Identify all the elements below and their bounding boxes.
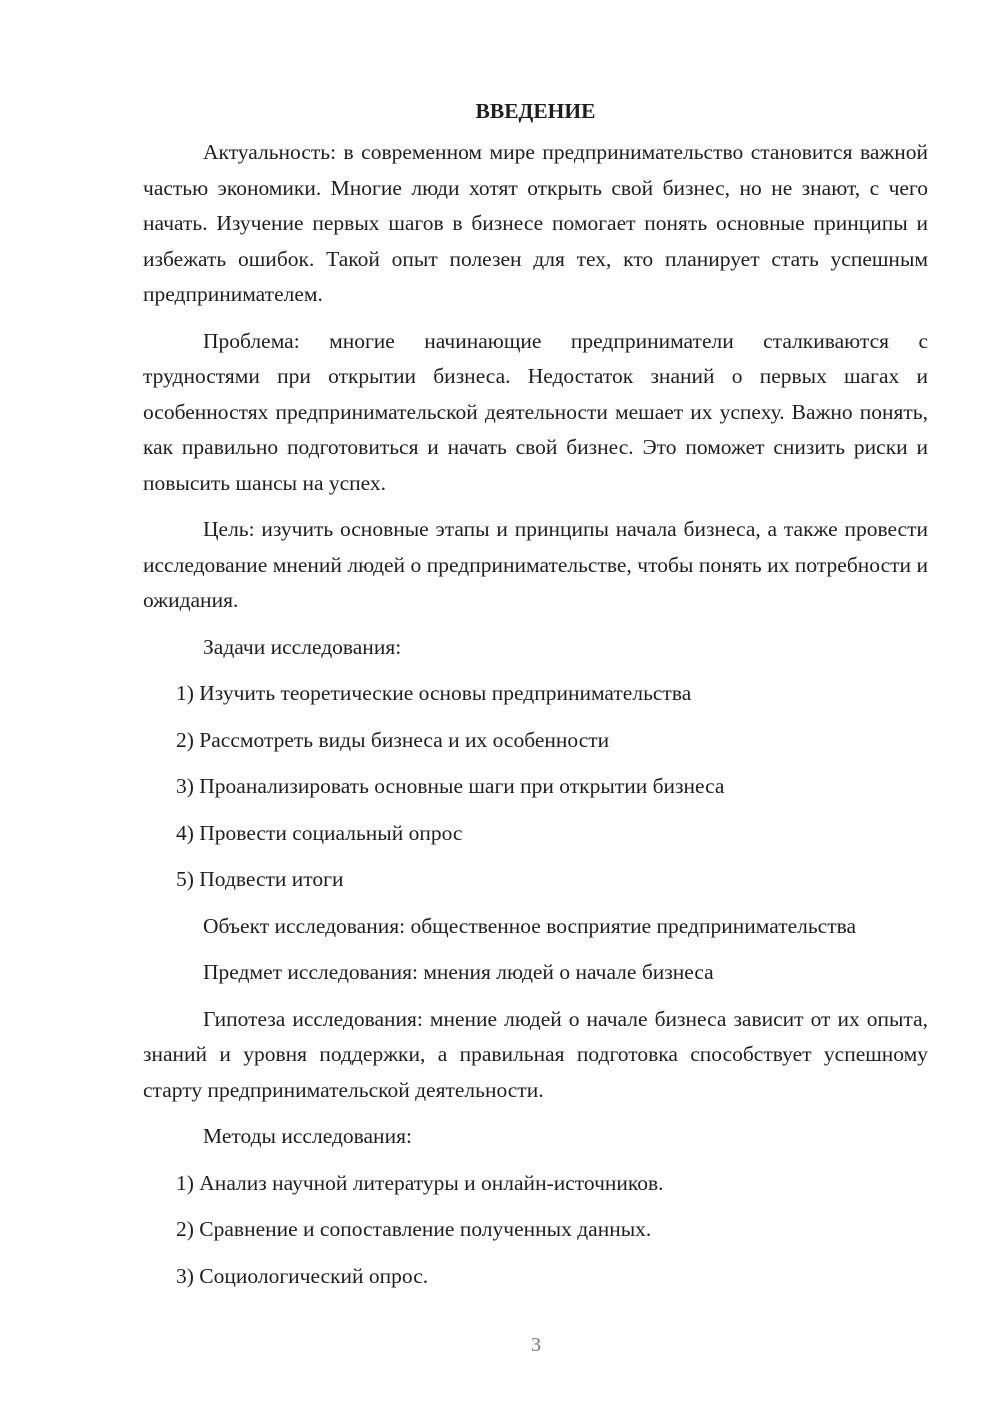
page-number: 3 [531, 1334, 541, 1356]
methods-heading: Методы исследования: [203, 1124, 412, 1148]
subject-paragraph: Предмет исследования: мнения людей о начале бизнеса [203, 960, 714, 984]
relevance-paragraph: Актуальность: в современном мире предпринимательство становится важной частью экономики. Многие люди хотят открыть свой бизнес, но не знают, с чего начать. Изучение первых шагов в бизнесе помогает понять основные принципы и избежать ошибок. Такой опыт полезен для тех, кто планирует стать успешным предпринимателем. [143, 140, 928, 306]
method-item: 2) Сравнение и сопоставление полученных данных. [176, 1217, 652, 1241]
tasks-heading: Задачи исследования: [203, 634, 402, 659]
task-item: 1) Изучить теоретические основы предпринимательства [176, 681, 692, 705]
object-paragraph: Объект исследования: общественное восприятие предпринимательства [203, 913, 857, 938]
section-title: ВВЕДЕНИЕ [475, 99, 596, 123]
page-content [143, 98, 928, 1305]
method-item: 1) Анализ научной литературы и онлайн-источников. [176, 1170, 664, 1195]
task-item: 4) Провести социальный опрос [176, 820, 463, 845]
problem-paragraph: Проблема: многие начинающие предприниматели сталкиваются с трудностями при открытии бизнеса. Недостаток знаний о первых шагах и особенностях предпринимательской деятельности мешает их успеху. Важно понять, как правильно подготовиться и начать свой бизнес. Это поможет снизить риски и повысить шансы на успех. [143, 328, 928, 495]
task-item: 5) Подвести итоги [176, 867, 344, 891]
method-item: 3) Социологический опрос. [176, 1263, 429, 1288]
task-item: 2) Рассмотреть виды бизнеса и их особенности [176, 727, 610, 752]
task-item: 3) Проанализировать основные шаги при открытии бизнеса [176, 774, 725, 798]
goal-paragraph: Цель: изучить основные этапы и принципы начала бизнеса, а также провести исследование мнений людей о предпринимательстве, чтобы понять их потребности и ожидания. [143, 517, 928, 612]
hypothesis-paragraph: Гипотеза исследования: мнение людей о начале бизнеса зависит от их опыта, знаний и уровня поддержки, а правильная подготовка способствует успешному старту предпринимательской деятельности. [143, 1006, 928, 1102]
